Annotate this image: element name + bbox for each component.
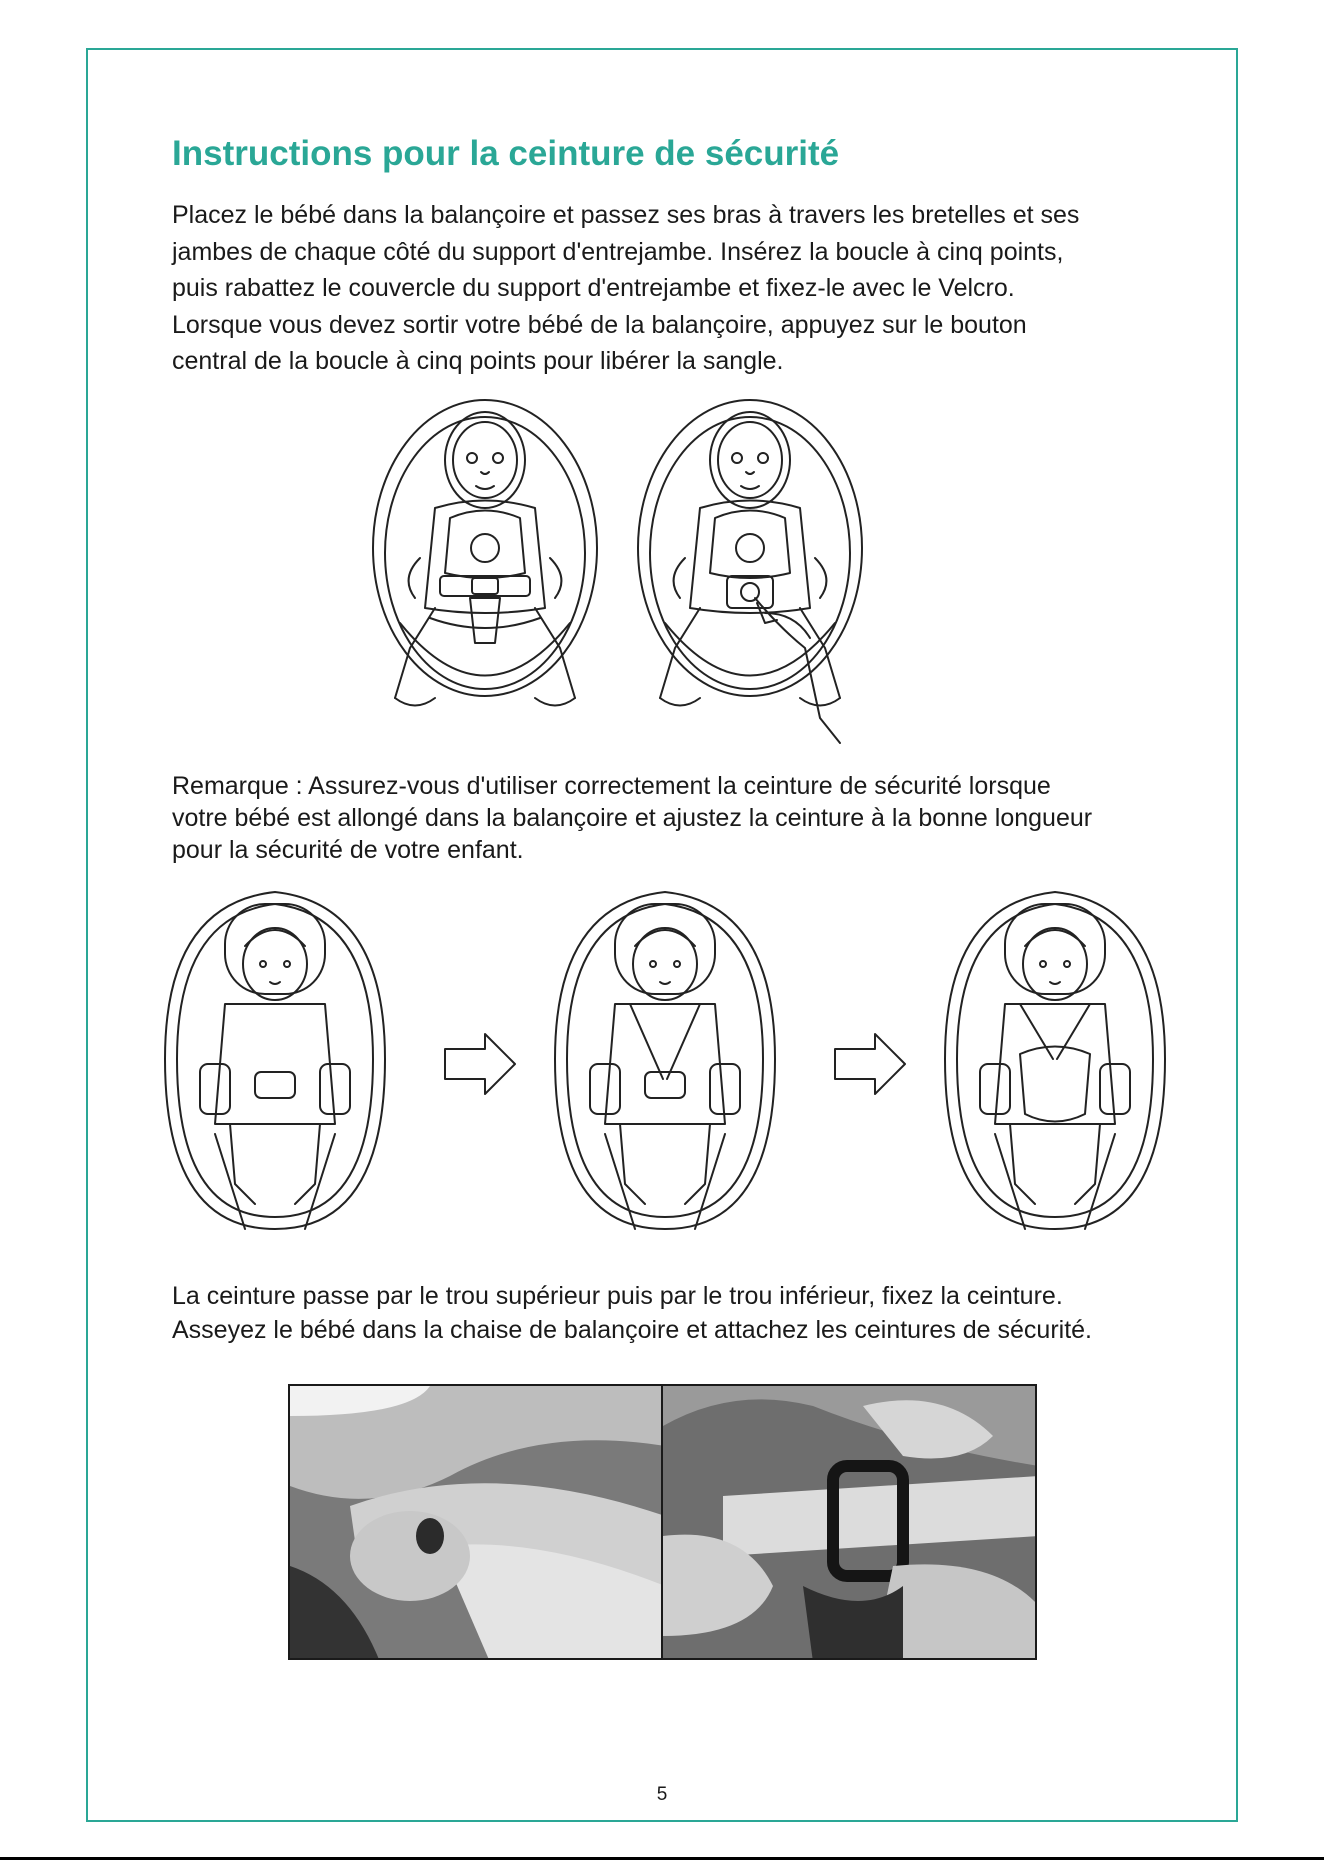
baby-seat-step-3 [945,892,1165,1229]
text-line: La ceinture passe par le trou supérieur puis par le trou inférieur, fixez la ceinture. [172,1282,1063,1310]
text-line: central de la boucle à cinq points pour libérer la sangle. [172,347,784,375]
seated-baby-illustrations [340,398,880,748]
text-line: Remarque : Assurez-vous d'utiliser correctement la ceinture de sécurité lorsque [172,772,1051,800]
page-number: 5 [656,1784,668,1805]
instructions-paragraph [172,197,1182,380]
page-title: Instructions pour la ceinture de sécurité [172,134,840,173]
baby-swing-release-illustration [638,400,862,743]
text-line: Placez le bébé dans la balançoire et passez ses bras à travers les bretelles et ses [172,201,1080,229]
text-line: votre bébé est allongé dans la balançoire et ajustez la ceinture à la bonne longueur [172,804,1093,832]
baby-swing-buckled-illustration [373,400,597,706]
baby-seat-step-2 [555,892,775,1229]
harness-steps-illustrations [155,884,1195,1234]
strap-paragraph [172,1279,1182,1347]
text-line: jambes de chaque côté du support d'entrejambe. Insérez la boucle à cinq points, [172,237,1064,266]
bottom-divider [0,1857,1324,1860]
baby-seat-step-1 [165,892,385,1229]
step-arrow-icon [835,1034,905,1094]
text-line: Lorsque vous devez sortir votre bébé de la balançoire, appuyez sur le bouton [172,310,1027,339]
strap-slider-photo [661,1384,1037,1660]
text-line: puis rabattez le couvercle du support d'entrejambe et fixez-le avec le Velcro. [172,274,1015,302]
step-arrow-icon [445,1034,515,1094]
harness-strap-photo [288,1384,663,1660]
note-paragraph [172,770,1182,866]
text-line: pour la sécurité de votre enfant. [172,836,524,864]
text-line: Asseyez le bébé dans la chaise de balançoire et attachez les ceintures de sécurité. [172,1316,1092,1344]
